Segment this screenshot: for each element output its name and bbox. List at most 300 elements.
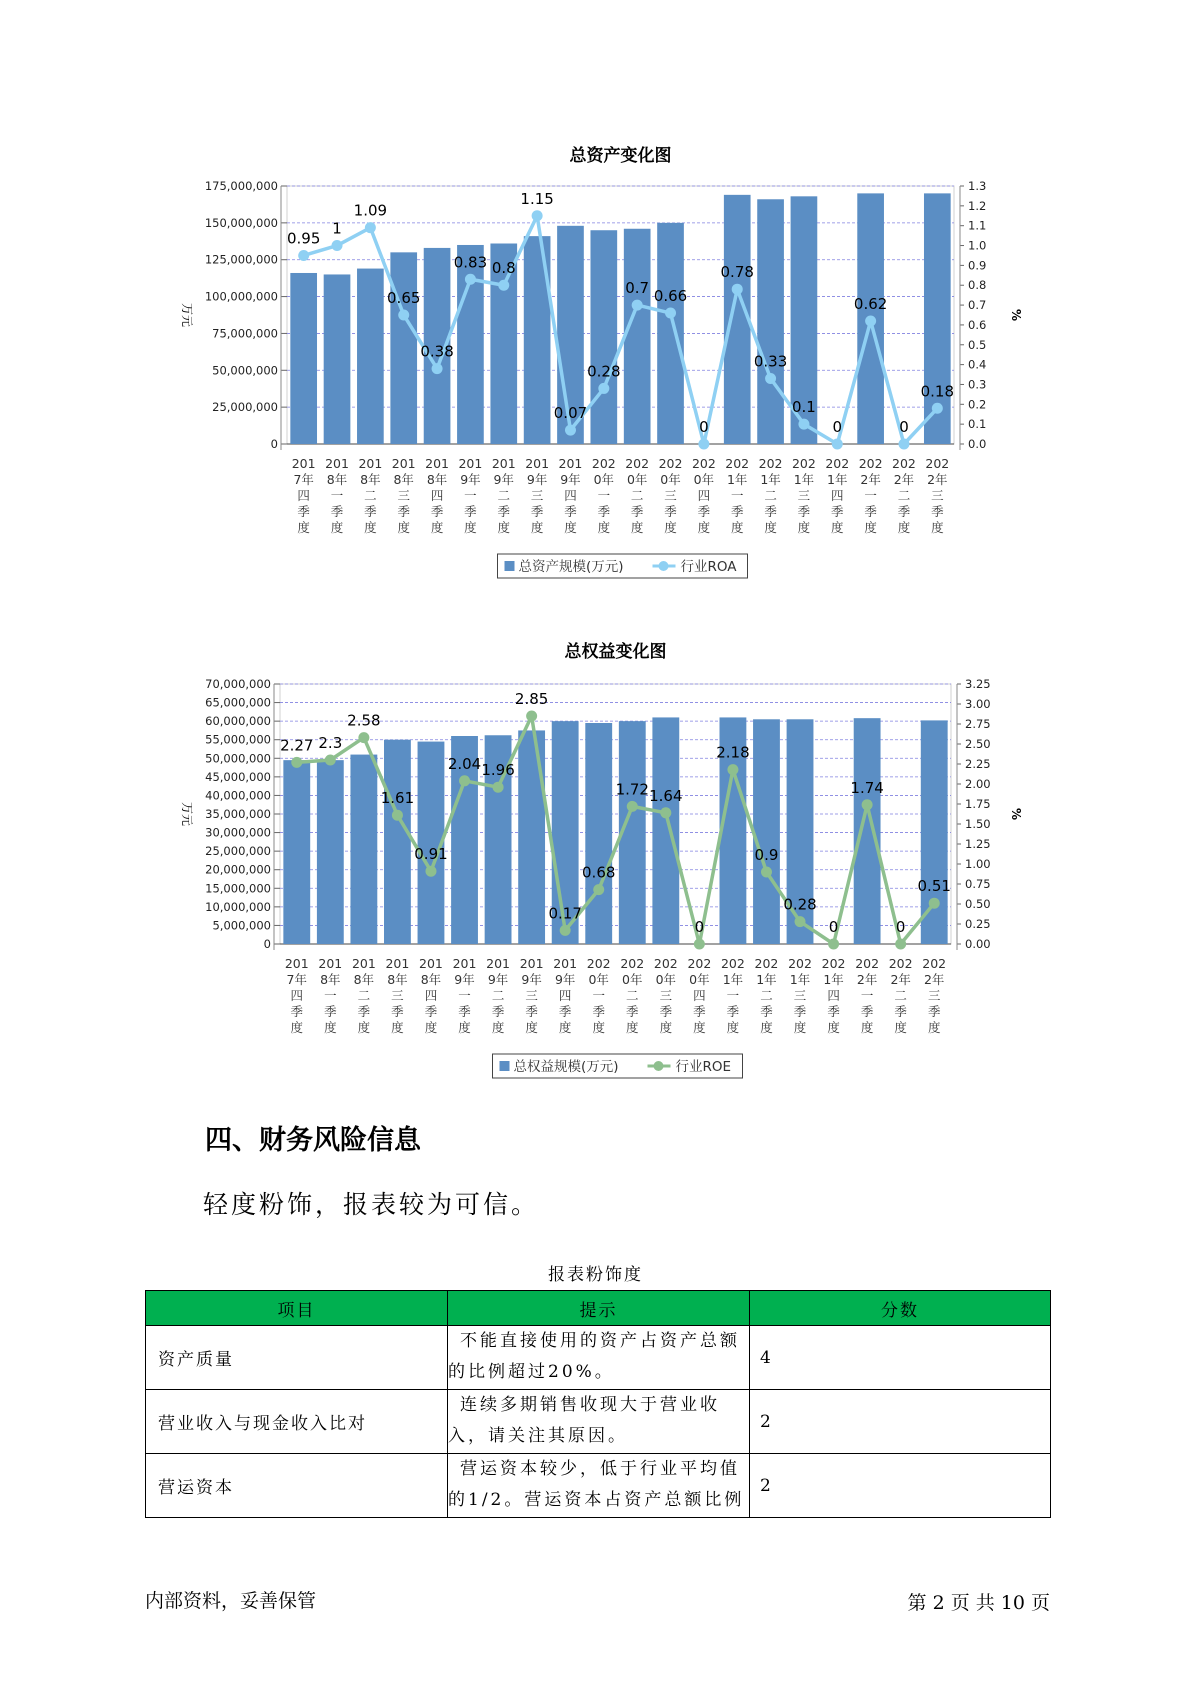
total-assets-chart-svg — [0, 130, 1191, 600]
bar — [390, 252, 417, 444]
data-label: 0.95 — [286, 229, 321, 248]
table-row — [146, 1326, 1051, 1390]
bar — [921, 720, 948, 944]
y-axis-title: 万元 — [180, 302, 194, 328]
bar — [624, 229, 651, 444]
x-tick-label: 度 — [397, 520, 410, 535]
line-point — [832, 439, 843, 450]
data-label: 0 — [899, 418, 909, 436]
bar — [384, 740, 411, 944]
y-tick-label: 25,000,000 — [212, 400, 278, 415]
legend-bar-swatch — [505, 561, 515, 571]
x-tick-label: 一 — [726, 988, 740, 1003]
x-tick-label: 季 — [730, 504, 744, 519]
x-tick-label: 季 — [664, 504, 677, 519]
row-score: 2 — [750, 1390, 1051, 1454]
x-tick-label: 三 — [391, 988, 404, 1003]
x-tick-label: 2年 — [893, 472, 915, 487]
y-tick-label: 65,000,000 — [205, 695, 271, 710]
x-tick-label: 度 — [697, 520, 711, 535]
x-tick-label: 8年 — [420, 972, 442, 987]
y-tick-label: 35,000,000 — [205, 807, 271, 821]
bar — [585, 723, 612, 944]
x-tick-label: 8年 — [326, 472, 348, 487]
x-tick-label: 202 — [892, 456, 916, 471]
y-tick-label: 50,000,000 — [205, 751, 271, 766]
x-tick-label: 202 — [720, 956, 745, 971]
x-tick-label: 一 — [330, 488, 344, 503]
total-equity-chart-svg — [0, 630, 1191, 1100]
data-label: 0.38 — [420, 342, 454, 361]
table-caption: 报表粉饰度 — [548, 1265, 643, 1285]
chart-title: 总权益变化图 — [564, 642, 667, 662]
x-tick-label: 202 — [855, 956, 880, 971]
data-label: 2.04 — [447, 754, 482, 773]
y-tick-label: 50,000,000 — [212, 363, 278, 378]
x-tick-label: 202 — [586, 956, 611, 971]
y2-tick-label: 3.00 — [965, 697, 991, 711]
line-point — [560, 925, 571, 936]
line-point — [865, 315, 876, 326]
line-point — [365, 222, 376, 233]
y-tick-label: 40,000,000 — [205, 788, 271, 803]
x-tick-label: 1年 — [827, 472, 848, 487]
x-tick-label: 季 — [726, 1004, 740, 1019]
line-point — [565, 425, 576, 436]
line-point — [465, 274, 476, 285]
y2-tick-label: 0.6 — [968, 317, 987, 332]
x-tick-label: 一 — [860, 988, 874, 1003]
legend-bar-swatch — [500, 1061, 510, 1071]
x-tick-label: 季 — [927, 1004, 941, 1019]
bar — [590, 230, 617, 444]
x-tick-label: 季 — [430, 504, 444, 519]
x-tick-label: 季 — [659, 1004, 673, 1019]
x-tick-label: 度 — [458, 1020, 471, 1035]
x-tick-label: 201 — [351, 956, 376, 971]
bar — [753, 719, 780, 944]
x-tick-label: 四 — [290, 988, 304, 1003]
bar — [317, 760, 344, 944]
x-tick-label: 三 — [793, 988, 807, 1003]
chart-title: 总资产变化图 — [569, 146, 672, 166]
data-label: 0.62 — [853, 294, 888, 313]
x-tick-label: 季 — [764, 504, 777, 519]
data-label: 2.3 — [318, 734, 343, 752]
legend-line-label: 行业ROA — [680, 559, 737, 575]
x-tick-label: 201 — [486, 956, 511, 971]
x-tick-label: 四 — [297, 488, 310, 503]
x-tick-label: 度 — [760, 1020, 773, 1035]
x-tick-label: 季 — [297, 504, 310, 519]
x-tick-label: 2年 — [923, 972, 945, 987]
bar — [350, 755, 377, 944]
data-label: 0.18 — [920, 382, 955, 401]
x-tick-label: 1年 — [793, 472, 815, 487]
row-tip — [448, 1326, 750, 1390]
x-tick-label: 季 — [397, 504, 410, 519]
y2-tick-label: 0.2 — [968, 397, 987, 412]
x-tick-label: 一 — [597, 488, 611, 503]
x-tick-label: 9年 — [454, 972, 475, 987]
data-label: 0 — [699, 418, 709, 436]
line-point — [627, 801, 638, 812]
line-point — [765, 373, 776, 384]
row-tip-text: 营运资本较少，低于行业平均值的1/2。营运资本占资产总额比例 — [448, 1459, 745, 1510]
x-tick-label: 季 — [760, 1004, 773, 1019]
x-tick-label: 202 — [658, 456, 683, 471]
x-tick-label: 度 — [860, 1020, 874, 1035]
x-tick-label: 季 — [357, 1004, 371, 1019]
x-tick-label: 2年 — [860, 472, 881, 487]
x-tick-label: 二 — [760, 988, 773, 1003]
line-point — [898, 439, 909, 450]
x-tick-label: 0年 — [593, 472, 615, 487]
x-tick-label: 度 — [630, 520, 644, 535]
x-tick-label: 三 — [397, 488, 410, 503]
bar — [854, 718, 881, 944]
header-item: 项目 — [146, 1291, 448, 1326]
x-tick-label: 0年 — [622, 972, 643, 987]
x-tick-label: 8年 — [393, 472, 414, 487]
x-tick-label: 四 — [430, 488, 444, 503]
x-tick-label: 0年 — [660, 472, 681, 487]
x-tick-label: 季 — [597, 504, 611, 519]
x-tick-label: 9年 — [526, 472, 548, 487]
data-label: 0.1 — [791, 398, 816, 417]
y-tick-label: 30,000,000 — [205, 825, 271, 840]
row-tip — [448, 1454, 750, 1518]
table-row — [146, 1390, 1051, 1454]
legend-line-marker — [654, 1061, 664, 1071]
y-tick-label: 60,000,000 — [205, 714, 271, 729]
x-tick-label: 201 — [452, 956, 477, 971]
line-point — [598, 383, 609, 394]
x-tick-label: 202 — [788, 956, 812, 971]
x-tick-label: 二 — [897, 488, 911, 503]
y2-axis-title: % — [1009, 308, 1023, 322]
x-tick-label: 度 — [659, 1020, 673, 1035]
x-tick-label: 0年 — [655, 972, 677, 987]
x-tick-label: 四 — [831, 488, 844, 503]
x-tick-label: 度 — [797, 520, 811, 535]
line-point — [593, 884, 604, 895]
line-point — [862, 799, 873, 810]
bar — [290, 273, 317, 444]
x-tick-label: 9年 — [521, 972, 542, 987]
x-tick-label: 9年 — [560, 472, 581, 487]
y2-tick-label: 2.00 — [965, 777, 991, 791]
x-tick-label: 三 — [797, 488, 811, 503]
line-point — [332, 240, 343, 251]
x-tick-label: 季 — [693, 1004, 706, 1019]
x-tick-label: 201 — [385, 956, 410, 971]
x-tick-label: 季 — [894, 1004, 907, 1019]
x-tick-label: 202 — [653, 956, 678, 971]
data-label: 0.7 — [625, 279, 650, 298]
row-item: 营业收入与现金收入比对 — [146, 1390, 448, 1454]
line-point — [291, 757, 302, 768]
y2-tick-label: 0.5 — [968, 337, 987, 352]
y-tick-label: 25,000,000 — [205, 844, 271, 859]
row-item: 资产质量 — [146, 1326, 448, 1390]
x-tick-label: 9年 — [493, 472, 515, 487]
x-tick-label: 度 — [297, 520, 310, 535]
x-tick-label: 四 — [697, 488, 711, 503]
line-point — [459, 775, 470, 786]
line-point — [795, 916, 806, 927]
x-tick-label: 一 — [730, 488, 744, 503]
x-tick-label: 202 — [620, 956, 645, 971]
x-tick-label: 202 — [821, 956, 846, 971]
data-label: 0.07 — [553, 404, 588, 423]
bar — [652, 717, 679, 944]
x-tick-label: 度 — [324, 1020, 337, 1035]
x-tick-label: 四 — [564, 488, 577, 503]
data-label: 0.9 — [754, 846, 779, 864]
x-tick-label: 2年 — [890, 972, 911, 987]
line-point — [665, 308, 676, 319]
x-tick-label: 8年 — [353, 972, 375, 987]
x-tick-label: 二 — [764, 488, 777, 503]
x-tick-label: 201 — [558, 456, 583, 471]
x-tick-label: 202 — [825, 456, 850, 471]
data-label: 0 — [895, 918, 906, 936]
line-point — [432, 363, 443, 374]
x-tick-label: 201 — [284, 956, 309, 971]
x-tick-label: 二 — [491, 988, 505, 1003]
x-tick-label: 季 — [391, 1004, 404, 1019]
line-point — [761, 867, 772, 878]
x-tick-label: 度 — [497, 520, 511, 535]
row-tip-text: 连续多期销售收现大于营业收入，请关注其原因。 — [448, 1395, 720, 1446]
x-tick-label: 季 — [626, 1004, 639, 1019]
y2-tick-label: 2.75 — [965, 717, 991, 731]
x-tick-label: 季 — [364, 504, 377, 519]
x-tick-label: 度 — [592, 1020, 605, 1035]
x-tick-label: 202 — [858, 456, 883, 471]
bar — [518, 730, 545, 944]
x-tick-label: 三 — [664, 488, 677, 503]
line-point — [498, 280, 509, 291]
data-label: 1.64 — [649, 786, 683, 805]
line-point — [532, 210, 543, 221]
x-tick-label: 201 — [358, 456, 383, 471]
x-tick-label: 度 — [564, 520, 577, 535]
y2-tick-label: 0.7 — [968, 298, 987, 313]
x-tick-label: 季 — [458, 1004, 471, 1019]
x-tick-label: 度 — [357, 1020, 371, 1035]
data-label: 1.61 — [380, 789, 415, 808]
x-tick-label: 一 — [458, 988, 471, 1003]
data-label: 0 — [828, 918, 839, 936]
line-point — [632, 300, 643, 311]
data-label: 0.83 — [453, 253, 488, 272]
x-tick-label: 2年 — [856, 972, 878, 987]
y2-axis-title: % — [1009, 807, 1023, 821]
data-label: 0.91 — [414, 845, 448, 864]
x-tick-label: 度 — [364, 520, 377, 535]
y2-tick-label: 1.0 — [968, 238, 987, 253]
x-tick-label: 1年 — [726, 472, 748, 487]
x-tick-label: 202 — [758, 456, 783, 471]
x-tick-label: 202 — [888, 956, 913, 971]
x-tick-label: 202 — [754, 956, 779, 971]
legend-bar-label: 总资产规模(万元) — [518, 559, 624, 575]
x-tick-label: 季 — [464, 504, 477, 519]
x-tick-label: 8年 — [320, 972, 341, 987]
line-point — [727, 764, 738, 775]
line-point — [732, 284, 743, 295]
x-tick-label: 度 — [664, 520, 677, 535]
x-tick-label: 度 — [391, 1020, 404, 1035]
x-tick-label: 1年 — [823, 972, 844, 987]
x-tick-label: 季 — [558, 1004, 572, 1019]
data-label: 0.33 — [753, 352, 788, 371]
data-label: 1.15 — [520, 189, 554, 208]
x-tick-label: 9年 — [460, 472, 481, 487]
x-tick-label: 201 — [491, 456, 516, 471]
x-tick-label: 二 — [894, 988, 907, 1003]
row-tip — [448, 1390, 750, 1454]
y-tick-label: 5,000,000 — [212, 918, 271, 933]
line-point — [392, 810, 403, 821]
bar — [757, 199, 784, 444]
x-tick-label: 9年 — [487, 972, 509, 987]
x-tick-label: 季 — [424, 1004, 438, 1019]
data-label: 0.65 — [387, 289, 421, 307]
x-tick-label: 季 — [931, 504, 944, 519]
bar — [724, 195, 751, 444]
x-tick-label: 度 — [831, 520, 844, 535]
x-tick-label: 度 — [597, 520, 611, 535]
x-tick-label: 三 — [525, 988, 538, 1003]
x-tick-label: 0年 — [689, 972, 710, 987]
x-tick-label: 8年 — [387, 972, 408, 987]
data-label: 0.28 — [783, 895, 817, 914]
data-label: 1.72 — [615, 780, 649, 799]
x-tick-label: 季 — [491, 1004, 505, 1019]
x-tick-label: 一 — [864, 488, 877, 503]
data-label: 1.09 — [353, 201, 388, 220]
x-tick-label: 201 — [425, 456, 450, 471]
x-tick-label: 二 — [364, 488, 377, 503]
x-tick-label: 度 — [693, 1020, 706, 1035]
x-tick-label: 季 — [860, 1004, 874, 1019]
x-tick-label: 季 — [897, 504, 911, 519]
row-score: 2 — [750, 1454, 1051, 1518]
x-tick-label: 201 — [525, 456, 550, 471]
x-tick-label: 度 — [894, 1020, 907, 1035]
total-equity-chart — [0, 630, 1191, 1100]
x-tick-label: 季 — [530, 504, 544, 519]
x-tick-label: 三 — [931, 488, 944, 503]
data-label: 1.74 — [850, 778, 884, 797]
y-tick-label: 70,000,000 — [205, 677, 271, 691]
x-tick-label: 度 — [464, 520, 477, 535]
header-tip: 提示 — [448, 1291, 750, 1326]
line-point — [325, 755, 336, 766]
x-tick-label: 季 — [797, 504, 811, 519]
y2-tick-label: 3.25 — [965, 677, 991, 691]
x-tick-label: 202 — [925, 456, 950, 471]
x-tick-label: 202 — [691, 456, 716, 471]
data-label: 0.68 — [582, 863, 616, 882]
table-row — [146, 1454, 1051, 1518]
x-tick-label: 季 — [864, 504, 877, 519]
x-tick-label: 三 — [927, 988, 941, 1003]
x-tick-label: 201 — [391, 456, 416, 471]
x-tick-label: 7年 — [293, 472, 314, 487]
x-tick-label: 201 — [291, 456, 316, 471]
bar — [357, 269, 384, 444]
x-tick-label: 202 — [625, 456, 650, 471]
y2-tick-label: 0.0 — [968, 437, 987, 451]
x-tick-label: 202 — [922, 956, 947, 971]
y-tick-label: 175,000,000 — [204, 179, 278, 193]
x-tick-label: 度 — [793, 1020, 807, 1035]
row-tip-text: 不能直接使用的资产占资产总额的比例超过20%。 — [448, 1331, 740, 1382]
x-tick-label: 度 — [330, 520, 344, 535]
line-point — [526, 711, 537, 722]
x-tick-label: 二 — [357, 988, 371, 1003]
x-tick-label: 季 — [827, 1004, 840, 1019]
line-point — [425, 866, 436, 877]
x-tick-label: 二 — [630, 488, 644, 503]
x-tick-label: 季 — [564, 504, 577, 519]
y2-tick-label: 0.00 — [965, 937, 991, 951]
data-label: 0.66 — [653, 287, 688, 306]
y-tick-label: 20,000,000 — [205, 862, 271, 877]
row-item: 营运资本 — [146, 1454, 448, 1518]
data-label: 0 — [832, 418, 843, 436]
x-tick-label: 201 — [318, 956, 343, 971]
table-header-row — [146, 1291, 1051, 1326]
y-tick-label: 0 — [270, 437, 278, 451]
x-tick-label: 201 — [553, 956, 578, 971]
y2-tick-label: 1.00 — [965, 857, 991, 871]
section-heading: 四、财务风险信息 — [205, 1125, 421, 1156]
footer-page-number: 第 2 页 共 10 页 — [907, 1592, 1050, 1614]
y2-tick-label: 1.50 — [965, 817, 991, 831]
x-tick-label: 季 — [324, 1004, 337, 1019]
whitewash-table — [145, 1290, 1051, 1518]
x-tick-label: 度 — [525, 1020, 538, 1035]
x-tick-label: 201 — [419, 956, 443, 971]
legend-line-label: 行业ROE — [675, 1059, 732, 1075]
data-label: 0 — [694, 918, 705, 936]
x-tick-label: 季 — [525, 1004, 538, 1019]
x-tick-label: 三 — [530, 488, 544, 503]
bar — [283, 760, 310, 944]
bar — [657, 223, 684, 444]
y2-tick-label: 0.50 — [965, 897, 991, 911]
x-tick-label: 度 — [730, 520, 744, 535]
x-tick-label: 一 — [592, 988, 605, 1003]
data-label: 2.18 — [716, 743, 750, 762]
y2-tick-label: 0.75 — [965, 877, 991, 891]
line-point — [798, 419, 809, 430]
y-tick-label: 55,000,000 — [205, 732, 271, 747]
x-tick-label: 度 — [558, 1020, 572, 1035]
y2-tick-label: 1.1 — [968, 218, 987, 233]
y2-tick-label: 0.9 — [968, 258, 987, 273]
data-label: 1.96 — [481, 761, 515, 780]
y2-tick-label: 0.3 — [968, 377, 987, 392]
x-tick-label: 四 — [827, 988, 840, 1003]
x-tick-label: 季 — [697, 504, 711, 519]
x-tick-label: 0年 — [588, 972, 609, 987]
